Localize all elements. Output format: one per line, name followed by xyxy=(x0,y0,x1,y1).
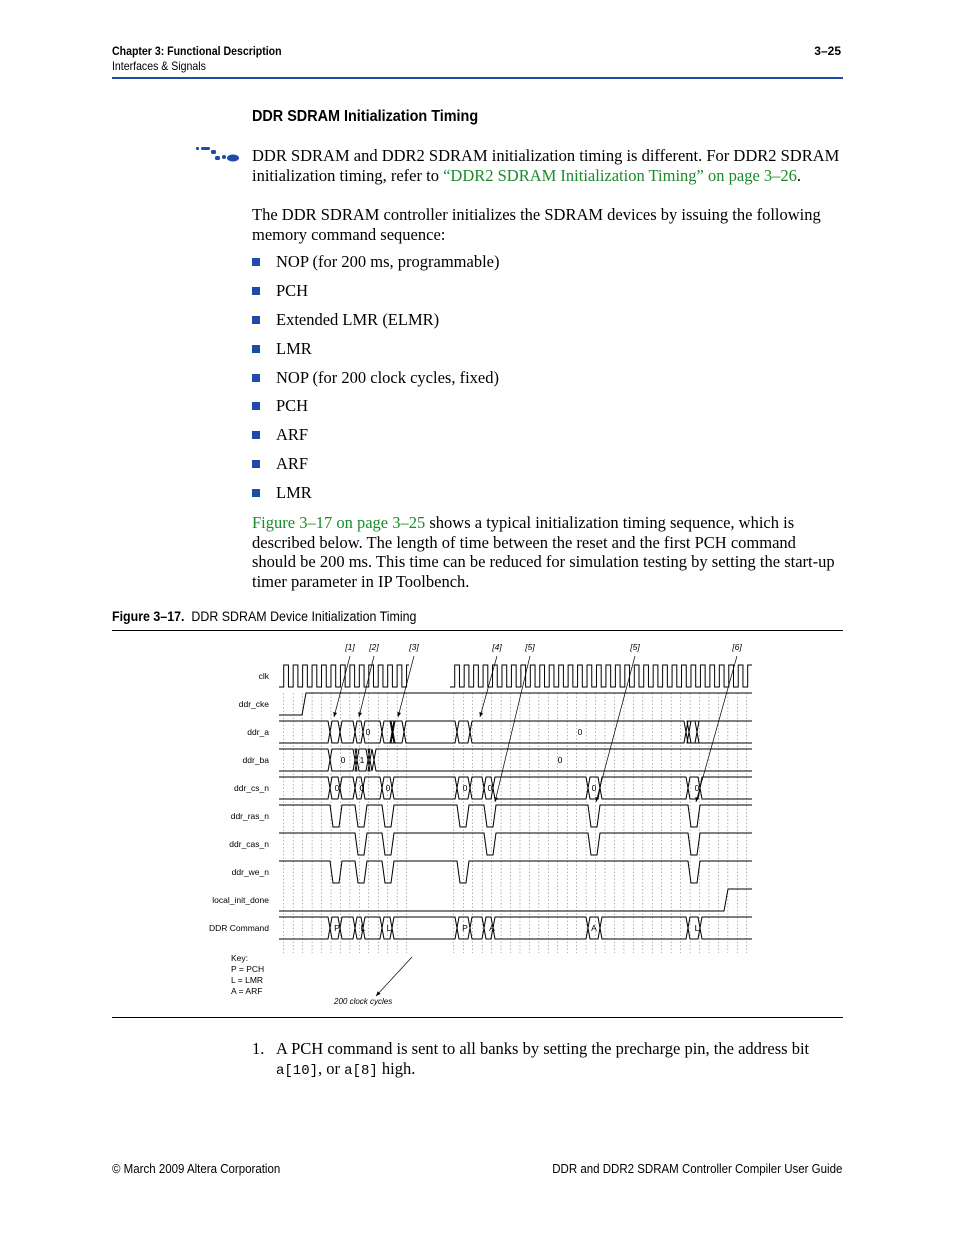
list-item: Extended LMR (ELMR) xyxy=(252,310,499,339)
command-sequence-list xyxy=(252,252,499,512)
ddr-cs-n-value: 0 xyxy=(359,783,365,793)
key-entry: L = LMR xyxy=(231,975,264,985)
ddr-command-value: L xyxy=(386,923,392,933)
marker-label: [2] xyxy=(369,642,379,652)
marker-arrows xyxy=(333,656,737,996)
bullet-square-icon xyxy=(252,258,260,266)
marker-label: [6] xyxy=(732,642,742,652)
figure-label: Figure 3–17. xyxy=(112,609,185,624)
ddr-command-value: A xyxy=(591,923,597,933)
key-entry: P = PCH xyxy=(231,964,265,974)
code-a8: a[8] xyxy=(344,1063,378,1079)
key-box xyxy=(231,953,392,1006)
ddr-command-value: P xyxy=(334,923,340,933)
note-icon xyxy=(196,145,240,163)
ddr-ba-value: 1 xyxy=(359,755,365,765)
note-text-end: . xyxy=(796,165,802,185)
bullet-square-icon xyxy=(252,345,260,353)
signal-label-ddr-cke: ddr_cke xyxy=(238,699,269,709)
key-title: Key: xyxy=(231,953,249,963)
bus-values xyxy=(334,727,699,933)
arrowhead-icon xyxy=(494,797,498,802)
signal-label-ddr-cas-n: ddr_cas_n xyxy=(229,839,269,849)
header-rule xyxy=(112,77,843,79)
bullet-square-icon xyxy=(252,460,260,468)
ddr-command-value: P xyxy=(462,923,468,933)
code-a10: a[10] xyxy=(276,1063,319,1079)
list-item: ARF xyxy=(252,454,499,483)
cycle-gridlines xyxy=(284,693,747,953)
ddr-cs-n-value: 0 xyxy=(591,783,597,793)
note-text: DDR SDRAM and DDR2 SDRAM initialization timing is different. For DDR2 SDRAM initialization timing, refer to xyxy=(252,146,840,185)
figure-title: DDR SDRAM Device Initialization Timing xyxy=(191,609,417,624)
marker-label: [5] xyxy=(630,642,640,652)
ddr2-init-timing-link[interactable]: “DDR2 SDRAM Initialization Timing” on page 3–26 xyxy=(443,165,797,185)
marker-arrow xyxy=(696,656,737,802)
intro-paragraph: The DDR SDRAM controller initializes the SDRAM devices by issuing the following memory command sequence: xyxy=(252,205,821,244)
marker-label: [1] xyxy=(345,642,355,652)
arrowhead-icon xyxy=(358,712,362,717)
list-item: NOP (for 200 clock cycles, fixed) xyxy=(252,368,499,397)
list-item: ARF xyxy=(252,425,499,454)
signal-label-ddr-we-n: ddr_we_n xyxy=(231,867,269,877)
bullet-square-icon xyxy=(252,402,260,410)
list-item: PCH xyxy=(252,396,499,425)
key-entry: A = ARF xyxy=(231,986,263,996)
figure-bottom-rule xyxy=(112,1017,843,1018)
page-number: 3–25 xyxy=(814,44,841,58)
footer-copyright: © March 2009 Altera Corporation xyxy=(112,1162,281,1176)
figure-3-17-link[interactable]: Figure 3–17 on page 3–25 xyxy=(252,513,426,532)
ddr-a-value: 0 xyxy=(577,727,583,737)
bullet-square-icon xyxy=(252,374,260,382)
marker-label: [4] xyxy=(492,642,502,652)
signal-label-local-init-done: local_init_done xyxy=(212,895,269,905)
marker-arrow xyxy=(376,957,412,996)
ddr-cs-n-value: 0 xyxy=(385,783,391,793)
ddr-command-value: A xyxy=(489,923,495,933)
arrowhead-icon xyxy=(479,712,483,717)
marker-label: [3] xyxy=(409,642,419,652)
figure-caption xyxy=(112,609,416,624)
signal-label-ddr-cs-n: ddr_cs_n xyxy=(234,783,269,793)
note-body: A PCH command is sent to all banks by setting the precharge pin, the address bit a[10], or a[8] high. xyxy=(276,1039,810,1079)
bullet-square-icon xyxy=(252,489,260,497)
ddr-cs-n-value: 0 xyxy=(334,783,340,793)
ddr-ba-value: 0 xyxy=(557,755,563,765)
marker-arrow xyxy=(495,656,530,802)
figure-reference-paragraph: Figure 3–17 on page 3–25 shows a typical initialization timing sequence, which is described below. The length of time between the reset and the first PCH command should be 200 ms. This time can be reduced for simulation testing by setting the start-up timer parameter in IP Toolbench. xyxy=(252,513,835,591)
ddr-command-value: L xyxy=(360,923,366,933)
running-header-subsection: Interfaces & Signals xyxy=(112,59,206,73)
bullet-square-icon xyxy=(252,316,260,324)
list-item: LMR xyxy=(252,483,499,512)
bullet-square-icon xyxy=(252,431,260,439)
section-title: DDR SDRAM Initialization Timing xyxy=(252,108,479,125)
running-header-chapter: Chapter 3: Functional Description xyxy=(112,44,282,58)
ddr-command-value: L xyxy=(694,923,700,933)
ddr-cs-n-value: 0 xyxy=(694,783,700,793)
annotation-200-clock-cycles: 200 clock cycles xyxy=(334,997,393,1006)
signal-label-ddr-a: ddr_a xyxy=(247,727,269,737)
ddr-ba-value: 0 xyxy=(340,755,346,765)
list-item: PCH xyxy=(252,281,499,310)
ddr-a-value: 0 xyxy=(365,727,371,737)
note-paragraph xyxy=(252,146,844,185)
signal-labels xyxy=(209,671,270,933)
note-number: 1. xyxy=(252,1039,265,1058)
ddr-cs-n-value: 0 xyxy=(487,783,493,793)
ddr-cs-n-value: 0 xyxy=(462,783,468,793)
signal-label-ddr-ba: ddr_ba xyxy=(242,755,269,765)
signal-label-ddr-ras-n: ddr_ras_n xyxy=(230,811,269,821)
clk-waveform xyxy=(279,665,752,687)
footer-document-title: DDR and DDR2 SDRAM Controller Compiler User Guide xyxy=(551,1162,842,1176)
signal-label-ddr command: DDR Command xyxy=(209,923,269,933)
marker-label: [5] xyxy=(525,642,535,652)
marker-labels xyxy=(344,642,742,652)
signal-label-clk: clk xyxy=(258,671,269,681)
list-item: LMR xyxy=(252,339,499,368)
timing-diagram xyxy=(112,631,843,1017)
bullet-square-icon xyxy=(252,287,260,295)
list-item: NOP (for 200 ms, programmable) xyxy=(252,252,499,281)
